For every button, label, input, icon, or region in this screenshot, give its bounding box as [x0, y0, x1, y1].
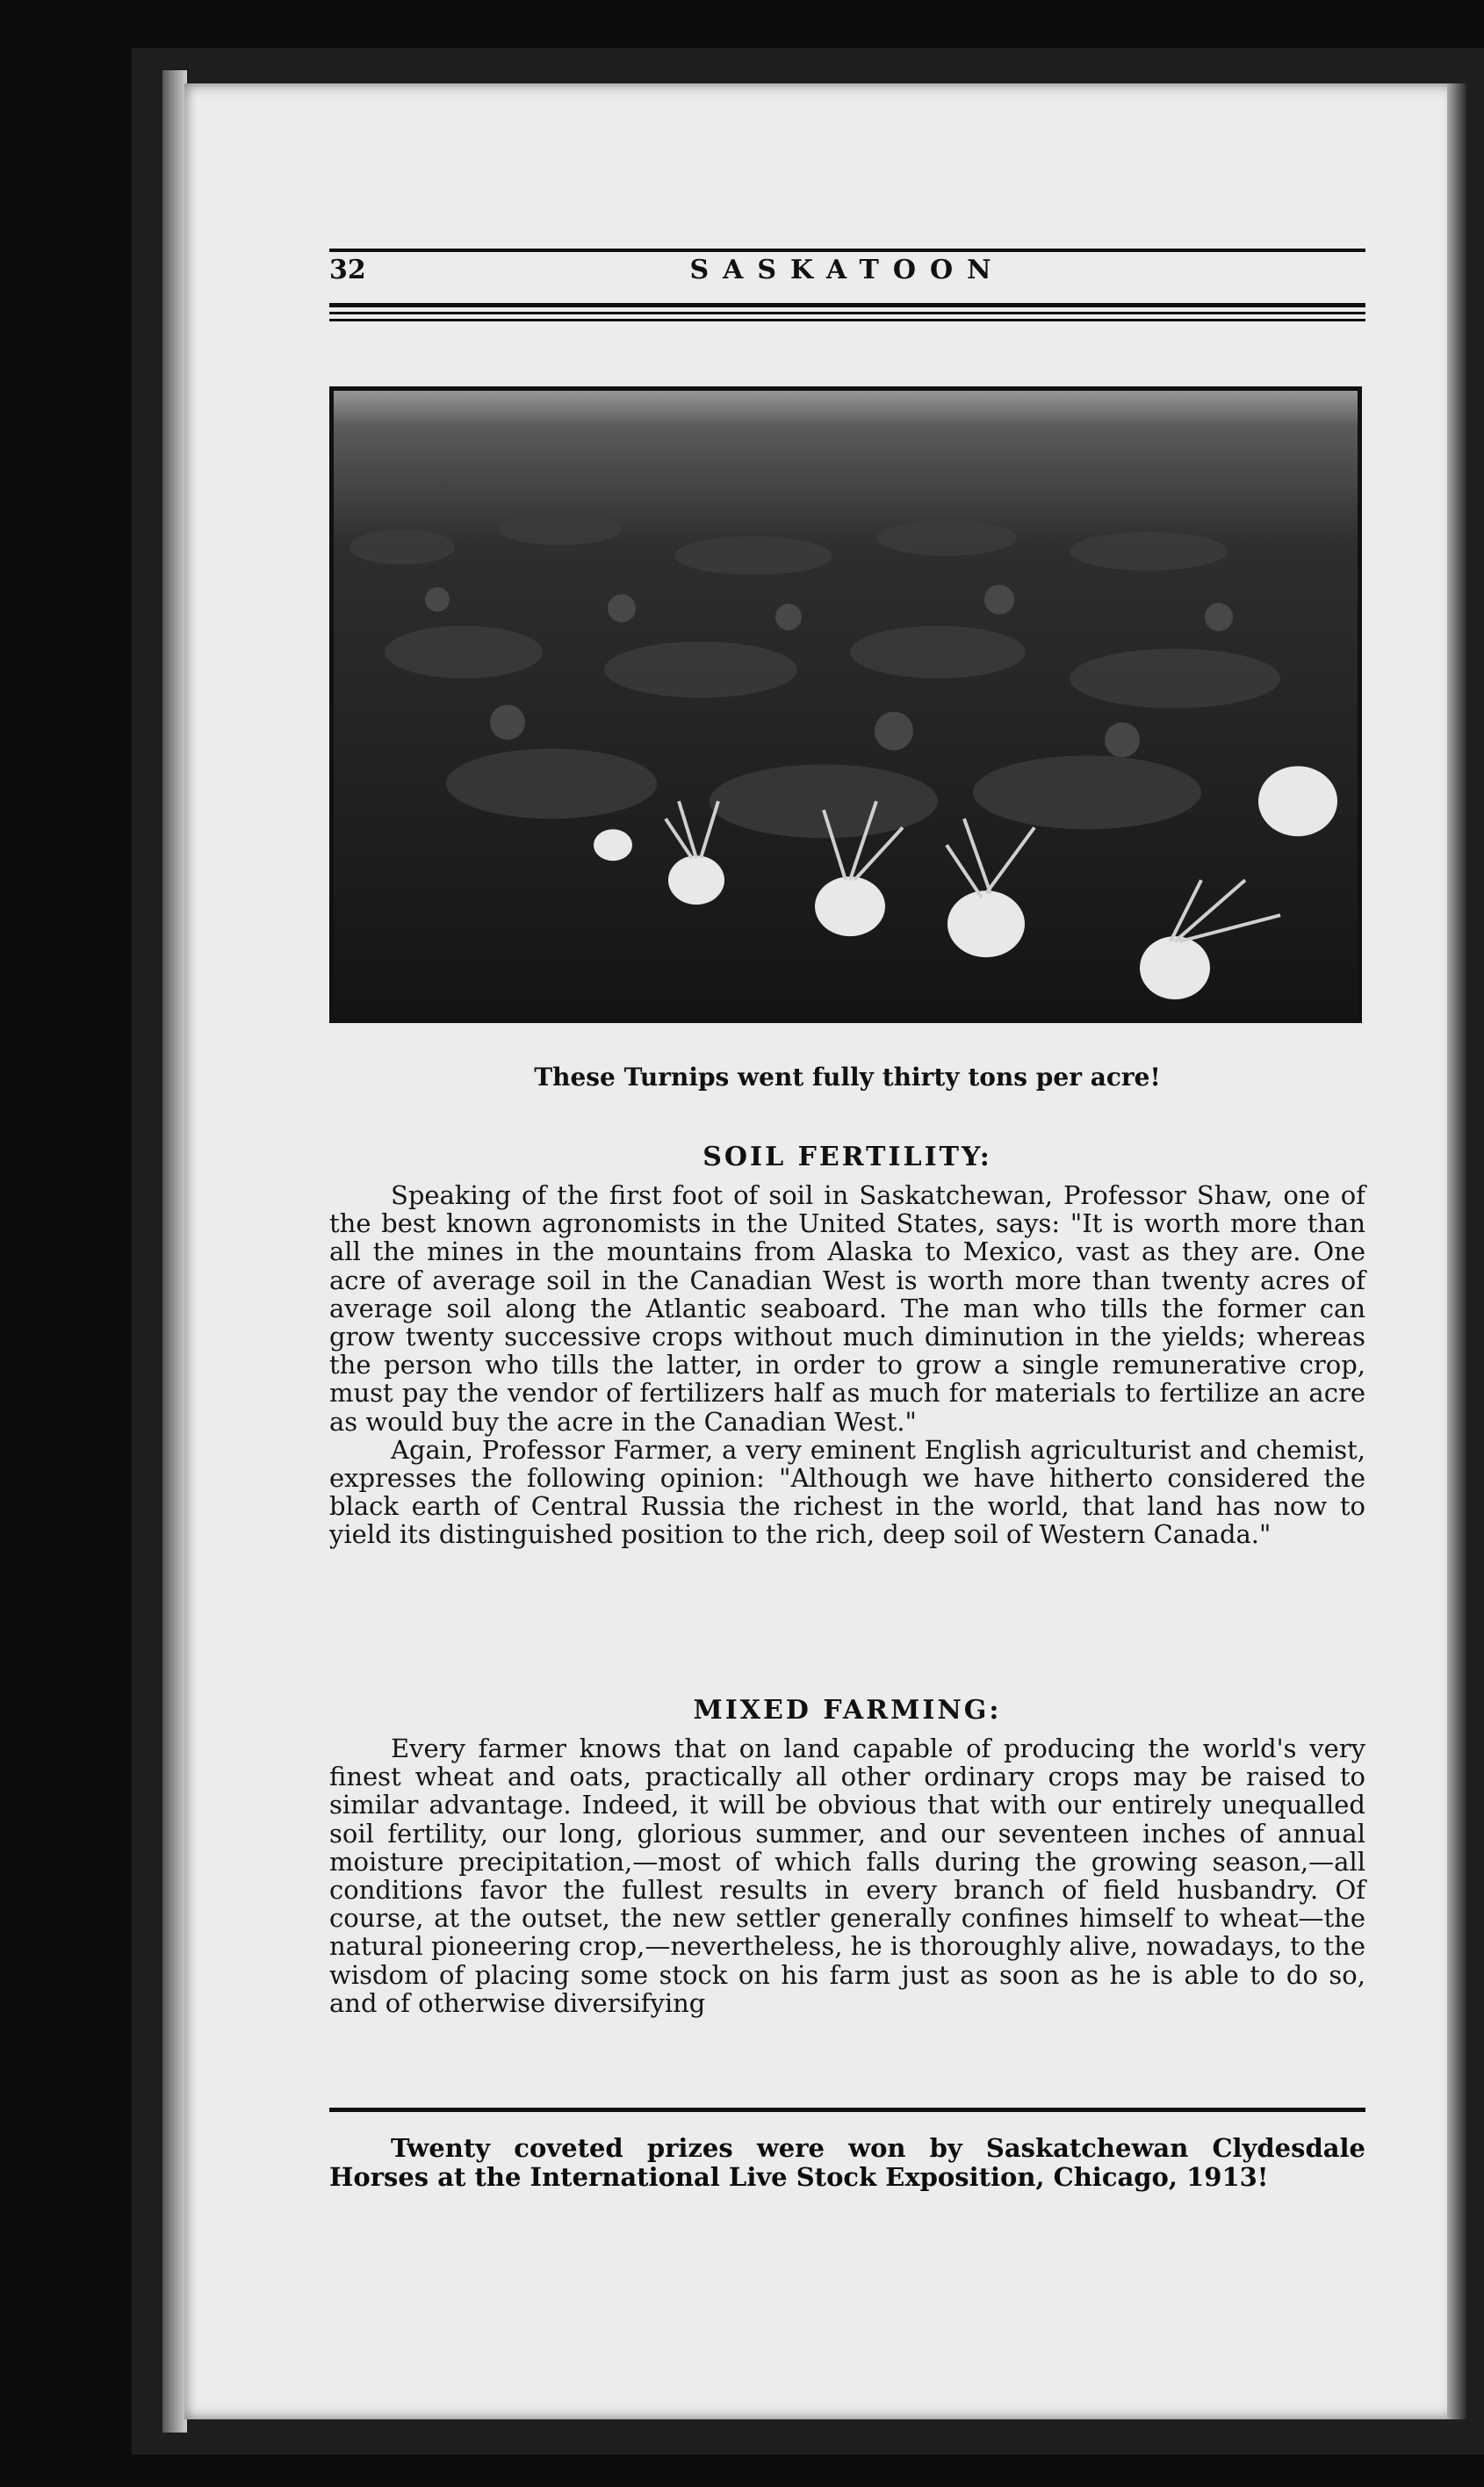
- footer-rule: [329, 2108, 1365, 2112]
- turnip-field-image: [332, 389, 1359, 1020]
- book-page: [184, 83, 1466, 2419]
- soil-fertility-paragraph-1: Speaking of the first foot of soil in Saskatchewan, Professor Shaw, one of the best known agronomists in the United States, says: "It is worth more than all the mines in the mountains from Alaska to Mexico, vast as they are. One acre of average soil in the Canadian West is worth more than twenty acres of average soil along the Atlantic seaboard. The man who tills the former can grow twenty successive crops without much diminution in the yields; whereas the person who tills the latter, in order to grow a single remunerative crop, must pay the vendor of fertilizers half as much for materials to fertilize an acre as would buy the acre in the Canadian West.": [329, 1180, 1365, 1437]
- book-spine: [162, 70, 187, 2433]
- header-top-rule: [329, 249, 1365, 252]
- page-number: 32: [329, 255, 366, 285]
- soil-fertility-paragraph-2: Again, Professor Farmer, a very eminent English agriculturist and chemist, expresses the following opinion: "Although we have hitherto considered the black earth of Central Russia the richest in the world, that land has now to yield its distinguished position to the rich, deep soil of Western Canada.": [329, 1434, 1365, 1550]
- mixed-farming-body: [329, 1734, 1365, 2017]
- header-rule-3: [329, 319, 1365, 321]
- header-rule-1: [329, 303, 1365, 307]
- page-edge-shadow: [1447, 83, 1466, 2419]
- mixed-farming-heading: MIXED FARMING:: [693, 1695, 1002, 1726]
- mixed-farming-paragraph-1: Every farmer knows that on land capable of producing the world's very finest wheat and oats, practically all other ordinary crops may be raised to similar advantage. Indeed, it will be obvious that with our entirely unequalled soil fertility, our long, glorious summer, and our seventeen inches of annual moisture precipitation,—most of which falls during the growing season,—all conditions favor the fullest results in every branch of field husbandry. Of course, at the outset, the new settler generally confines himself to wheat—the natural pioneering crop,—nevertheless, he is thoroughly alive, nowadays, to the wisdom of placing some stock on his farm just as soon as he is able to do so, and of otherwise diversifying: [329, 1734, 1365, 2018]
- photo-caption: These Turnips went fully thirty tons per acre!: [534, 1063, 1161, 1092]
- turnip-field-photo: [329, 386, 1362, 1023]
- running-head: SASKATOON: [689, 255, 1005, 285]
- soil-fertility-body: [329, 1181, 1365, 1549]
- page-header: [329, 255, 1365, 290]
- footer-note: Twenty coveted prizes were won by Saskatchewan Clydesdale Horses at the International Live Stock Exposition, Chicago, 1913!: [329, 2133, 1365, 2192]
- soil-fertility-heading: SOIL FERTILITY:: [702, 1142, 992, 1172]
- header-rule-2: [329, 312, 1365, 314]
